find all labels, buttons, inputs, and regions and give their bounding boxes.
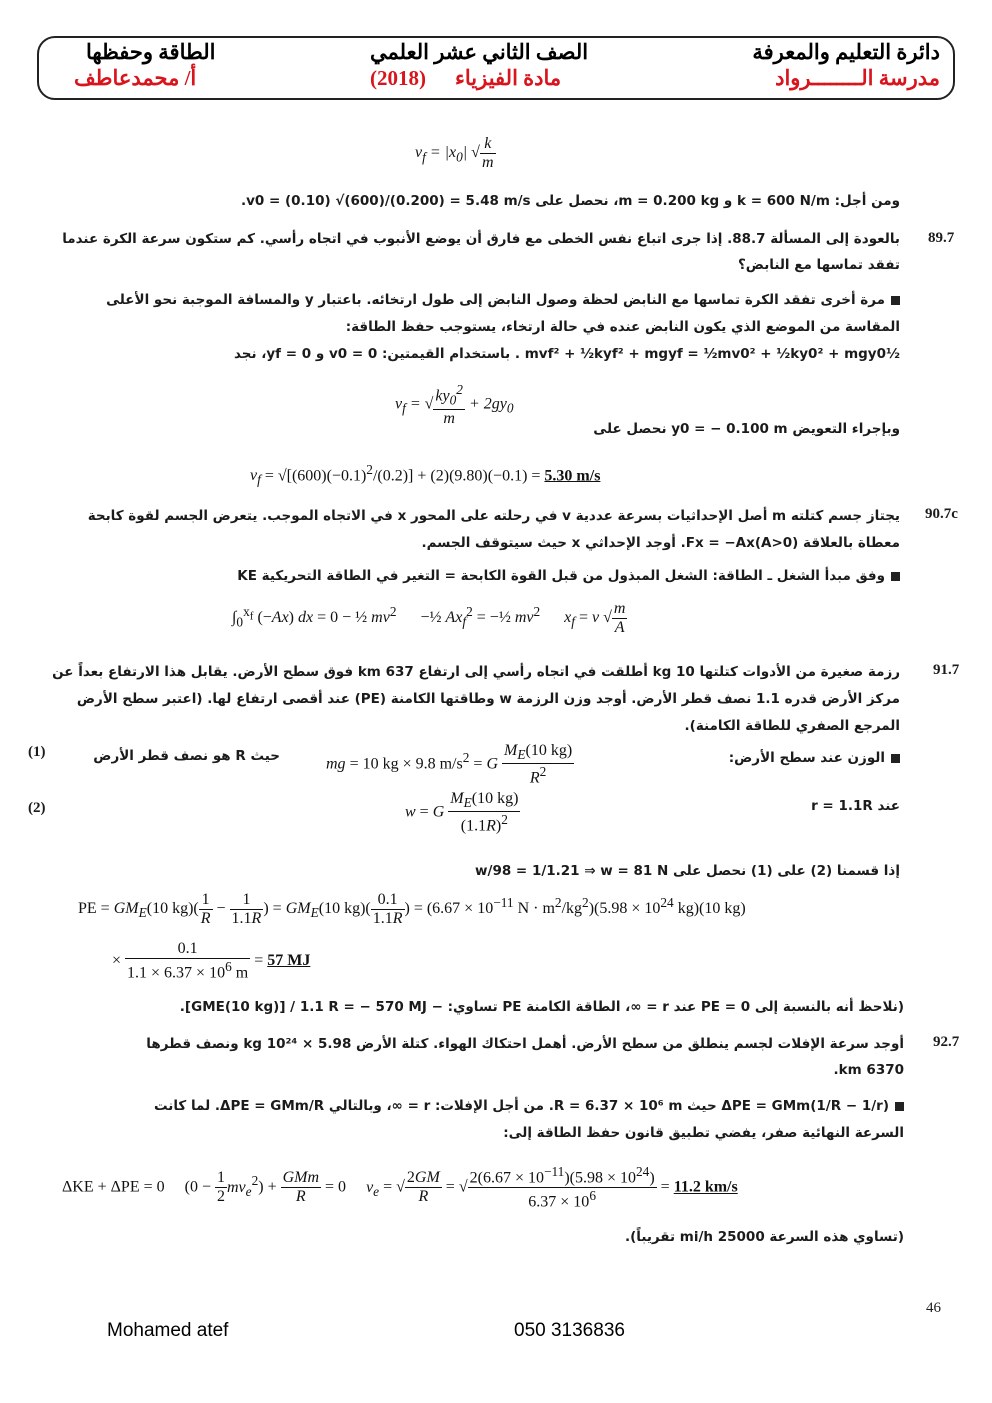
equation-vf-spring: $v_f = |x_0|$ √ $\frac{k}{m}$ [415,135,494,171]
equation-pe: PE = $GM_E(10$ kg)( $\frac{1}{R}$ − $\frac{1}{1.1R}$ ) = $GM_E(10$ kg)( $\frac{0.1}{1.1R}$ ) = ($6.67 \times 10^{-11}$ $N \cdot m^2/kg^2)(5.98 \times 10^{24}$ kg)(10 kg) [78,891,746,927]
bullet-icon [891,572,900,581]
problem-number: 89.7 [928,230,955,246]
answer-line: ΔPE = GMm(1/R − 1/r) حيث R = 6.37 × 10⁶ m. من أجل الإفلات: r = ∞، وبالتالي ΔPE = GMm/R. لما كانت [20,1092,904,1120]
equation-weight-height: w = G $\frac{M_E(10 kg)}{(1.1R)^2}$ [405,790,519,835]
equation-label: (2) [28,800,46,816]
equation-weight-surface: mg = 10 kg × 9.8 $m/s^2 = G$ $\frac{M_E(10 kg)}{R^2}$ [326,742,573,787]
equation-vf-result: $v_f = √[(600)(-0.1)^2/(0.2)] + (2)(9.80)(-0.1) = 5.30$ m/s [250,462,601,488]
question-line: 6370 km. [833,1062,904,1078]
answer-line: (تساوي هذه السرعة 25000 mi/h تقريباً). [624,1229,904,1245]
question-line: معطاة بالعلاقة Fx = −Ax(A>0). أوجد الإحداثي x حيث سيتوقف الجسم. [421,535,900,551]
question-line: يجتاز جسم كتلته m أصل الإحداثيات بسرعة عددية v في رحلته على المحور x في الاتجاه الموجب. يتعرض الجسم لقوة كابحة [87,508,900,524]
answer-line: إذا قسمنا (2) على (1) نحصل على w/98 = 1/1.21 ⇒ w = 81 N [475,863,900,879]
year-label: (2018) [370,66,426,90]
bullet-icon [895,1102,904,1111]
answer-line: السرعة النهائية صفر، يفضي تطبيق قانون حفظ الطاقة إلى: [503,1125,904,1141]
equation-pe-cont: × $\frac{0.1}{1.1 \times 6.37 \times 10^6 m}$ = 57 MJ [112,940,311,982]
equation-vf-vertical: $v_f$ = √ $\frac{ky_0^2}{m}$ + $2gy_0$ [395,382,514,427]
problem-number: 90.7c [925,506,958,522]
footer-author: Mohamed atef [107,1320,229,1341]
school-name: مدرسة الــــــــرواد [775,66,940,90]
answer-line: وبإجراء التعويض y0 = − 0.100 m نحصل على [593,421,900,437]
topic-title: الطاقة وحفظها [86,40,216,64]
intro-line: ومن أجل: k = 600 N/m و m = 0.200 kg، نحصل على v0 = (0.10) √(600)/(0.200) = 5.48 m/s. [240,193,900,209]
bullet-icon [891,754,900,763]
question-line: المرجع الصفري للطاقة الكامنة). [684,718,900,734]
answer-line: المقاسة من الموضع الذي يكون النابض عنده في حالة ارتخاء، يستوجب حفظ الطاقة: [345,319,900,335]
answer-line: الوزن عند سطح الأرض: [680,744,900,772]
question-line: تفقد تماسها مع النابض؟ [737,257,900,273]
bullet-icon [891,296,900,305]
school-dept: دائرة التعليم والمعرفة [752,40,940,64]
question-line: بالعودة إلى المسألة 88.7. إذا جرى اتباع نفس الخطى مع فارق أن يوضع الأنبوب في اتجاه رأسي. كم ستكون سرعة الكرة عندما [62,231,900,247]
question-line: مركز الأرض قدره 1.1 نصف قطر الأرض. أوجد وزن الرزمة w وطاقتها الكامنة (PE) عند أقصى ارتفاع لها. (اعتبر سطح الأرض [76,691,900,707]
footer-phone: 050 3136836 [514,1320,625,1341]
problem-number: 92.7 [933,1034,960,1050]
answer-line: مرة أخرى تفقد الكرة تماسها مع النابض لحظة وصول النابض إلى طول ارتخائه. باعتبار y والمسافة الموجبة نحو الأعلى [20,286,900,314]
page-number: 46 [926,1300,941,1316]
subject-title: مادة الفيزياء [455,66,562,90]
equation-label: (1) [28,744,46,760]
question-line: رزمة صغيرة من الأدوات كتلتها 10 kg أطلقت في اتجاه رأسي إلى ارتفاع 637 km فوق سطح الأرض. يقابل هذا الارتفاع بعداً عن [52,664,900,680]
equation-work-energy: $\int_0^{x_f}$ (−Ax) dx = 0 − ½ $mv^2$ −½ $Ax_f^2$ = −½ $mv^2$ $x_f = v$ √ $\frac{m}{A}$ [232,600,626,636]
problem-number: 91.7 [933,662,960,678]
answer-line: ½mvf² + ½kyf² + mgyf = ½mv0² + ½ky0² + mgy0 . باستخدام القيمتين: v0 = 0 و yf = 0، نجد [233,346,900,362]
question-line: أوجد سرعة الإفلات لجسم ينطلق من سطح الأرض. أهمل احتكاك الهواء. كتلة الأرض 5.98 × 10²⁴ kg ونصف قطرها [146,1036,904,1052]
equation-escape: ΔKE + ΔPE = 0 (0 − $\frac{1}{2}$ $mv_e^2$) + $\frac{\text{GMm}}{R}$ = 0 $v_e$ = √ $\frac{2GM}{R}$ = √ $\frac{2(6.67 \times 10^{-11})(5.98 \times 10^{24})}{6.37 \times 10^6}$ = 11.2 km/s [62,1164,738,1211]
teacher-name: أ/ محمدعاطف [74,66,197,90]
answer-line: وفق مبدأ الشغل ـ الطاقة: الشغل المبذول من قبل القوة الكابحة = التغير في الطاقة التحريكية KE [150,562,900,590]
answer-line: (نلاحظ أنه بالنسبة إلى PE = 0 عند r = ∞، الطاقة الكامنة PE تساوي: − GME(10 kg)] / 1.1 R = − 570 MJ]. [179,999,904,1015]
answer-line: حيث R هو نصف قطر الأرض [93,748,280,764]
answer-line: عند r = 1.1R [811,798,900,814]
grade-title: الصف الثاني عشر العلمي [370,40,589,64]
